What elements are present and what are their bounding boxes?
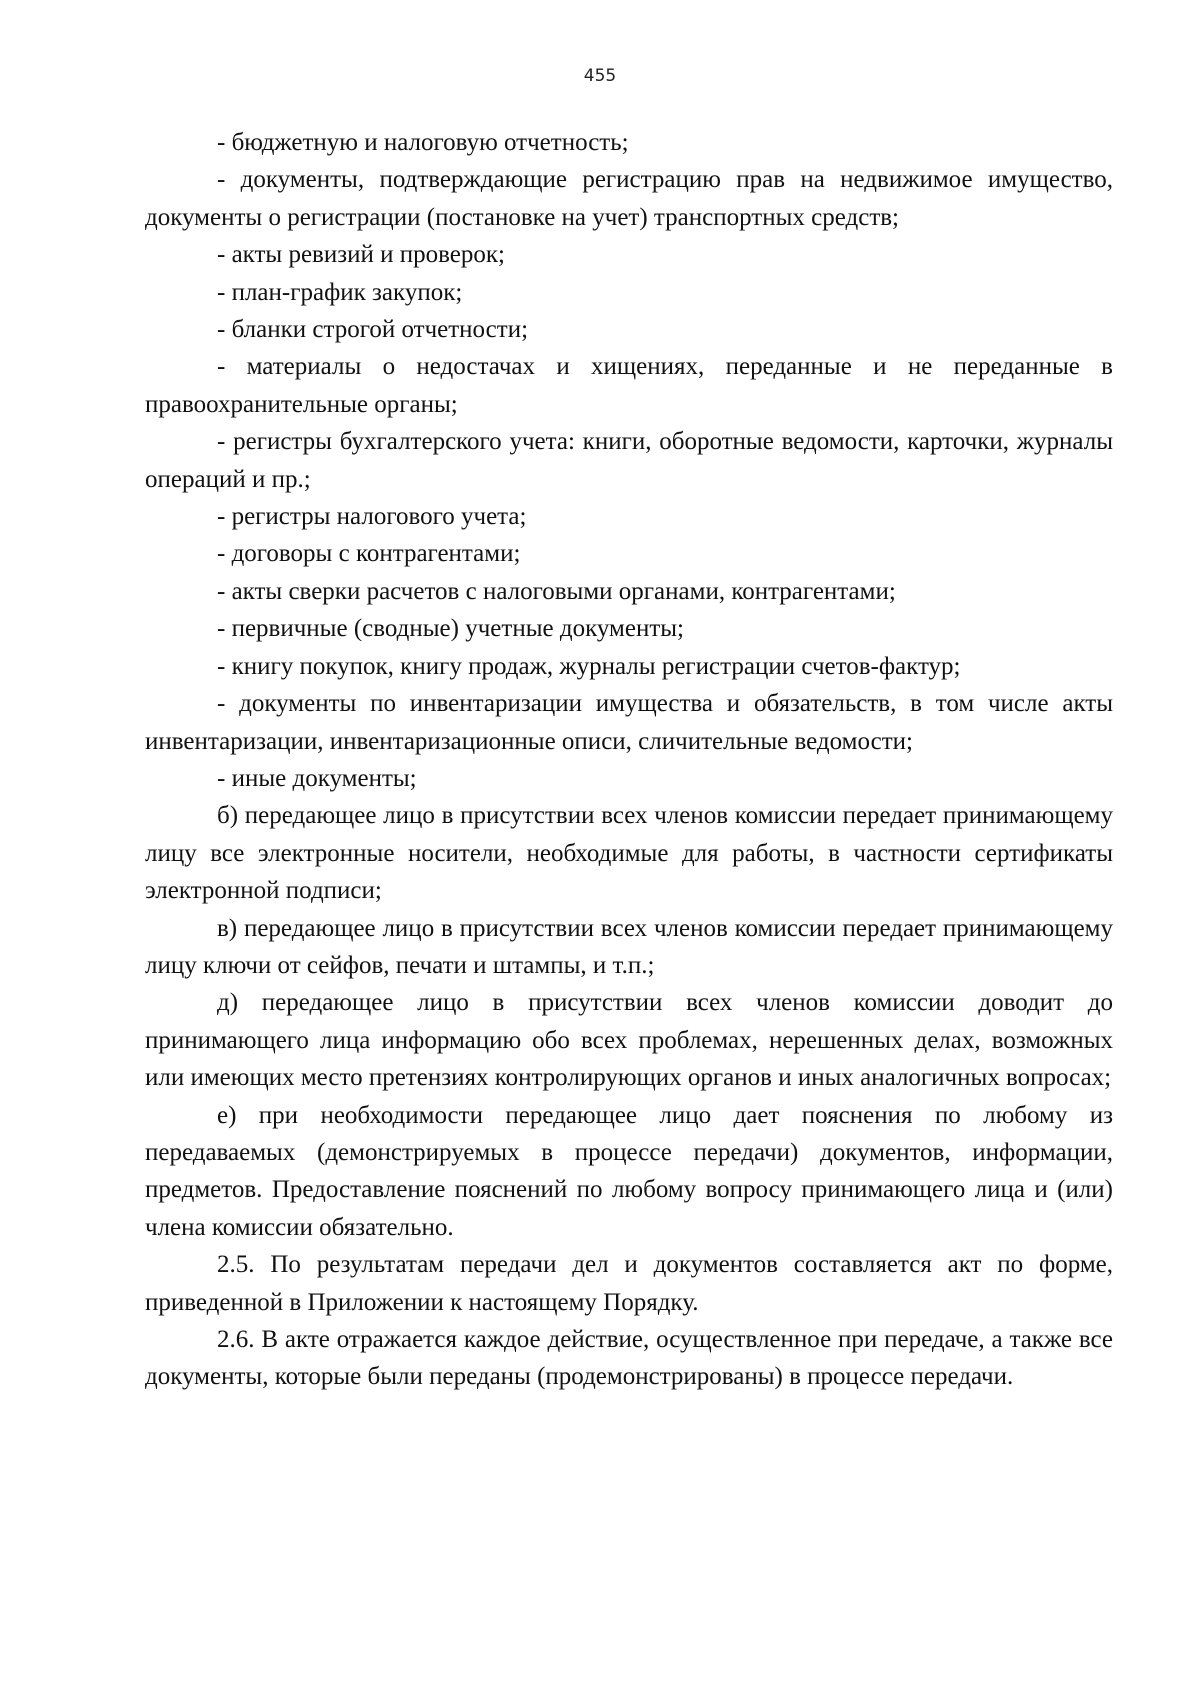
document-body [145, 124, 1113, 1396]
list-item-property-registration: - документы, подтверждающие регистрацию прав на недвижимое имущество, документы о регистрации (постановке на учет) транспортных средств; [145, 166, 1113, 231]
section-2-6: 2.6. В акте отражается каждое действие, осуществленное при передаче, а также все документы, которые были переданы (продемонстрированы) в процессе передачи. [145, 1326, 1113, 1391]
list-item-contracts: - договоры с контрагентами; [217, 540, 521, 568]
clause-v-keys-seals: в) передающее лицо в присутствии всех членов комиссии передает принимающему лицу ключи от сейфов, печати и штампы, и т.п.; [145, 914, 1113, 979]
list-item-reconciliation-acts: - акты сверки расчетов с налоговыми органами, контрагентами; [217, 577, 896, 605]
clause-d-problems-info: д) передающее лицо в присутствии всех членов комиссии доводит до принимающего лица информацию обо всех проблемах, нерешенных делах, возможных или имеющих место претензиях контролирующих органов и иных аналогичных вопросах; [145, 989, 1113, 1092]
list-item-shortage-materials: - материалы о недостачах и хищениях, переданные и не переданные в правоохранительные органы; [145, 353, 1113, 418]
list-item-tax-registers: - регистры налогового учета; [217, 503, 527, 531]
section-2-5: 2.5. По результатам передачи дел и документов составляется акт по форме, приведенной в Приложении к настоящему Порядку. [145, 1251, 1113, 1316]
clause-b-electronic-media: б) передающее лицо в присутствии всех членов комиссии передает принимающему лицу все электронные носители, необходимые для работы, в частности сертификаты электронной подписи; [145, 802, 1113, 905]
list-item-procurement-plan: - план-график закупок; [217, 278, 463, 306]
list-item-other-documents: - иные документы; [217, 764, 417, 792]
list-item-inventory-documents: - документы по инвентаризации имущества и обязательств, в том числе акты инвентаризации, инвентаризационные описи, сличительные ведомости; [145, 690, 1113, 755]
clause-e-explanations: е) при необходимости передающее лицо дает пояснения по любому из передаваемых (демонстрируемых в процессе передачи) документов, информации, предметов. Предоставление пояснений по любому вопросу принимающего лица и (или) члена комиссии обязательно. [145, 1101, 1113, 1241]
list-item-purchase-sales-books: - книгу покупок, книгу продаж, журналы регистрации счетов-фактур; [217, 652, 961, 680]
list-item-strict-forms: - бланки строгой отчетности; [217, 316, 529, 344]
page-number: 455 [583, 66, 617, 86]
list-item-primary-documents: - первичные (сводные) учетные документы; [217, 615, 684, 643]
list-item-budget-reporting: - бюджетную и налоговую отчетность; [217, 129, 629, 156]
list-item-accounting-registers: - регистры бухгалтерского учета: книги, оборотные ведомости, карточки, журналы операций и пр.; [145, 428, 1113, 493]
list-item-audit-acts: - акты ревизий и проверок; [217, 241, 505, 269]
